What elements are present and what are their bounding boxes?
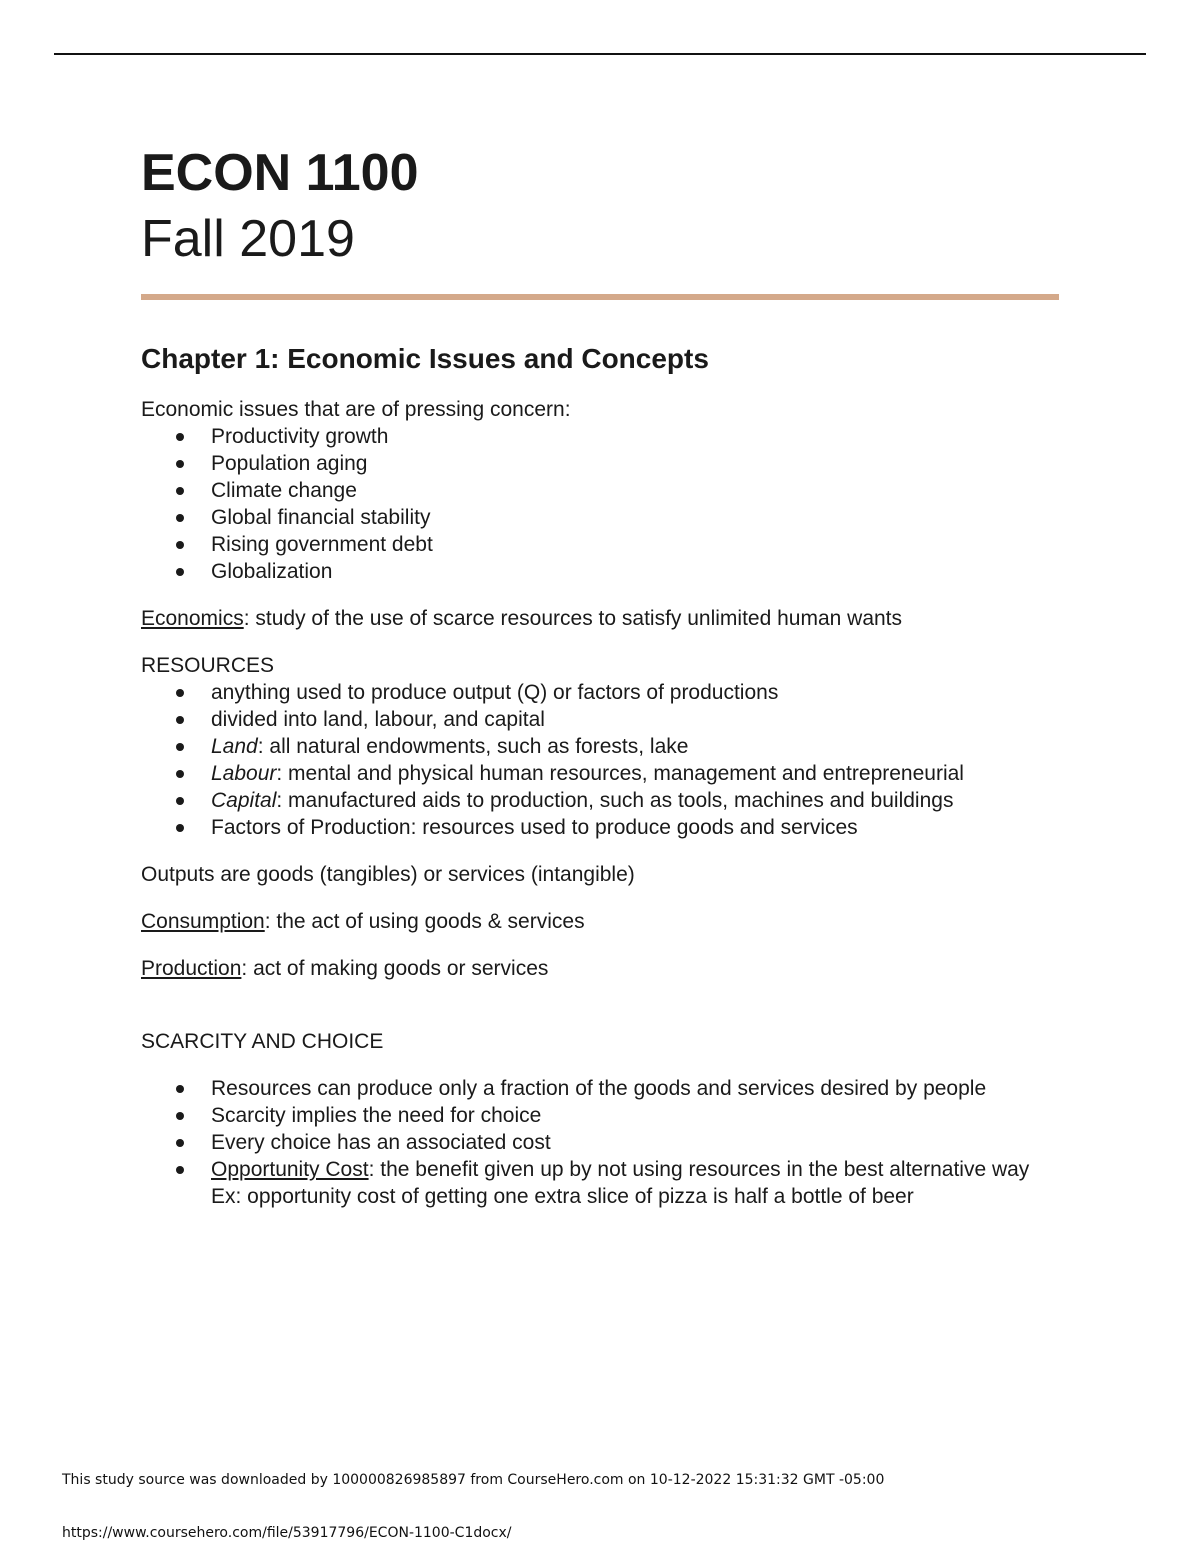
- scarcity-list: [141, 1075, 1071, 1210]
- list-item: Productivity growth: [211, 423, 1071, 450]
- labour-term: Labour: [211, 762, 277, 785]
- opportunity-cost-example: Ex: opportunity cost of getting one extra slice of pizza is half a bottle of beer: [211, 1185, 914, 1208]
- course-title: ECON 1100: [141, 144, 419, 202]
- production-term: Production: [141, 957, 242, 980]
- list-item: [211, 760, 1071, 787]
- download-notice: This study source was downloaded by 100000826985897 from CourseHero.com on 10-12-2022 15:31:32 GMT -05:00: [62, 1472, 885, 1488]
- opportunity-cost-term: Opportunity Cost: [211, 1158, 369, 1181]
- spacer: [141, 1055, 1071, 1075]
- spacer: [141, 982, 1071, 1028]
- labour-text: : mental and physical human resources, management and entrepreneurial: [276, 762, 964, 785]
- consumption-term: Consumption: [141, 910, 265, 933]
- capital-term: Capital: [211, 789, 277, 812]
- accent-rule: [141, 294, 1059, 300]
- production-definition: [141, 955, 1071, 982]
- list-item: Globalization: [211, 558, 1071, 585]
- economics-text: : study of the use of scarce resources to satisfy unlimited human wants: [243, 607, 903, 630]
- spacer: [141, 585, 1071, 605]
- economics-term: Economics: [141, 607, 244, 630]
- document-body: [141, 340, 1071, 1210]
- list-item: [211, 1156, 1071, 1210]
- list-item: [211, 733, 1071, 760]
- economics-definition: [141, 605, 1071, 632]
- list-item: Rising government debt: [211, 531, 1071, 558]
- scarcity-heading: SCARCITY AND CHOICE: [141, 1030, 384, 1053]
- resources-list: [141, 679, 1071, 841]
- consumption-definition: [141, 908, 1071, 935]
- list-item: [211, 787, 1071, 814]
- list-item: divided into land, labour, and capital: [211, 706, 1071, 733]
- spacer: [141, 935, 1071, 955]
- list-item: Factors of Production: resources used to produce goods and services: [211, 814, 1071, 841]
- capital-text: : manufactured aids to production, such as tools, machines and buildings: [276, 789, 954, 812]
- term-title: Fall 2019: [141, 210, 355, 268]
- list-item: Every choice has an associated cost: [211, 1129, 1071, 1156]
- list-item: Global financial stability: [211, 504, 1071, 531]
- list-item: Population aging: [211, 450, 1071, 477]
- chapter-heading: Chapter 1: Economic Issues and Concepts: [141, 343, 709, 374]
- land-text: : all natural endowments, such as forests, lake: [257, 735, 689, 758]
- spacer: [141, 888, 1071, 908]
- top-rule: [54, 53, 1146, 55]
- title-block: [141, 140, 419, 272]
- spacer: [141, 632, 1071, 652]
- resources-heading: RESOURCES: [141, 654, 275, 677]
- list-item: anything used to produce output (Q) or factors of productions: [211, 679, 1071, 706]
- production-text: : act of making goods or services: [241, 957, 549, 980]
- issues-intro: Economic issues that are of pressing concern:: [141, 398, 571, 421]
- list-item: Resources can produce only a fraction of the goods and services desired by people: [211, 1075, 1071, 1102]
- opportunity-cost-text: : the benefit given up by not using resources in the best alternative way: [368, 1158, 1030, 1181]
- land-term: Land: [211, 735, 258, 758]
- list-item: Climate change: [211, 477, 1071, 504]
- list-item: Scarcity implies the need for choice: [211, 1102, 1071, 1129]
- spacer: [141, 841, 1071, 861]
- issues-list: [141, 423, 1071, 585]
- consumption-text: : the act of using goods & services: [264, 910, 585, 933]
- source-url[interactable]: https://www.coursehero.com/file/53917796/ECON-1100-C1docx/: [62, 1525, 512, 1541]
- outputs-text: Outputs are goods (tangibles) or services (intangible): [141, 863, 635, 886]
